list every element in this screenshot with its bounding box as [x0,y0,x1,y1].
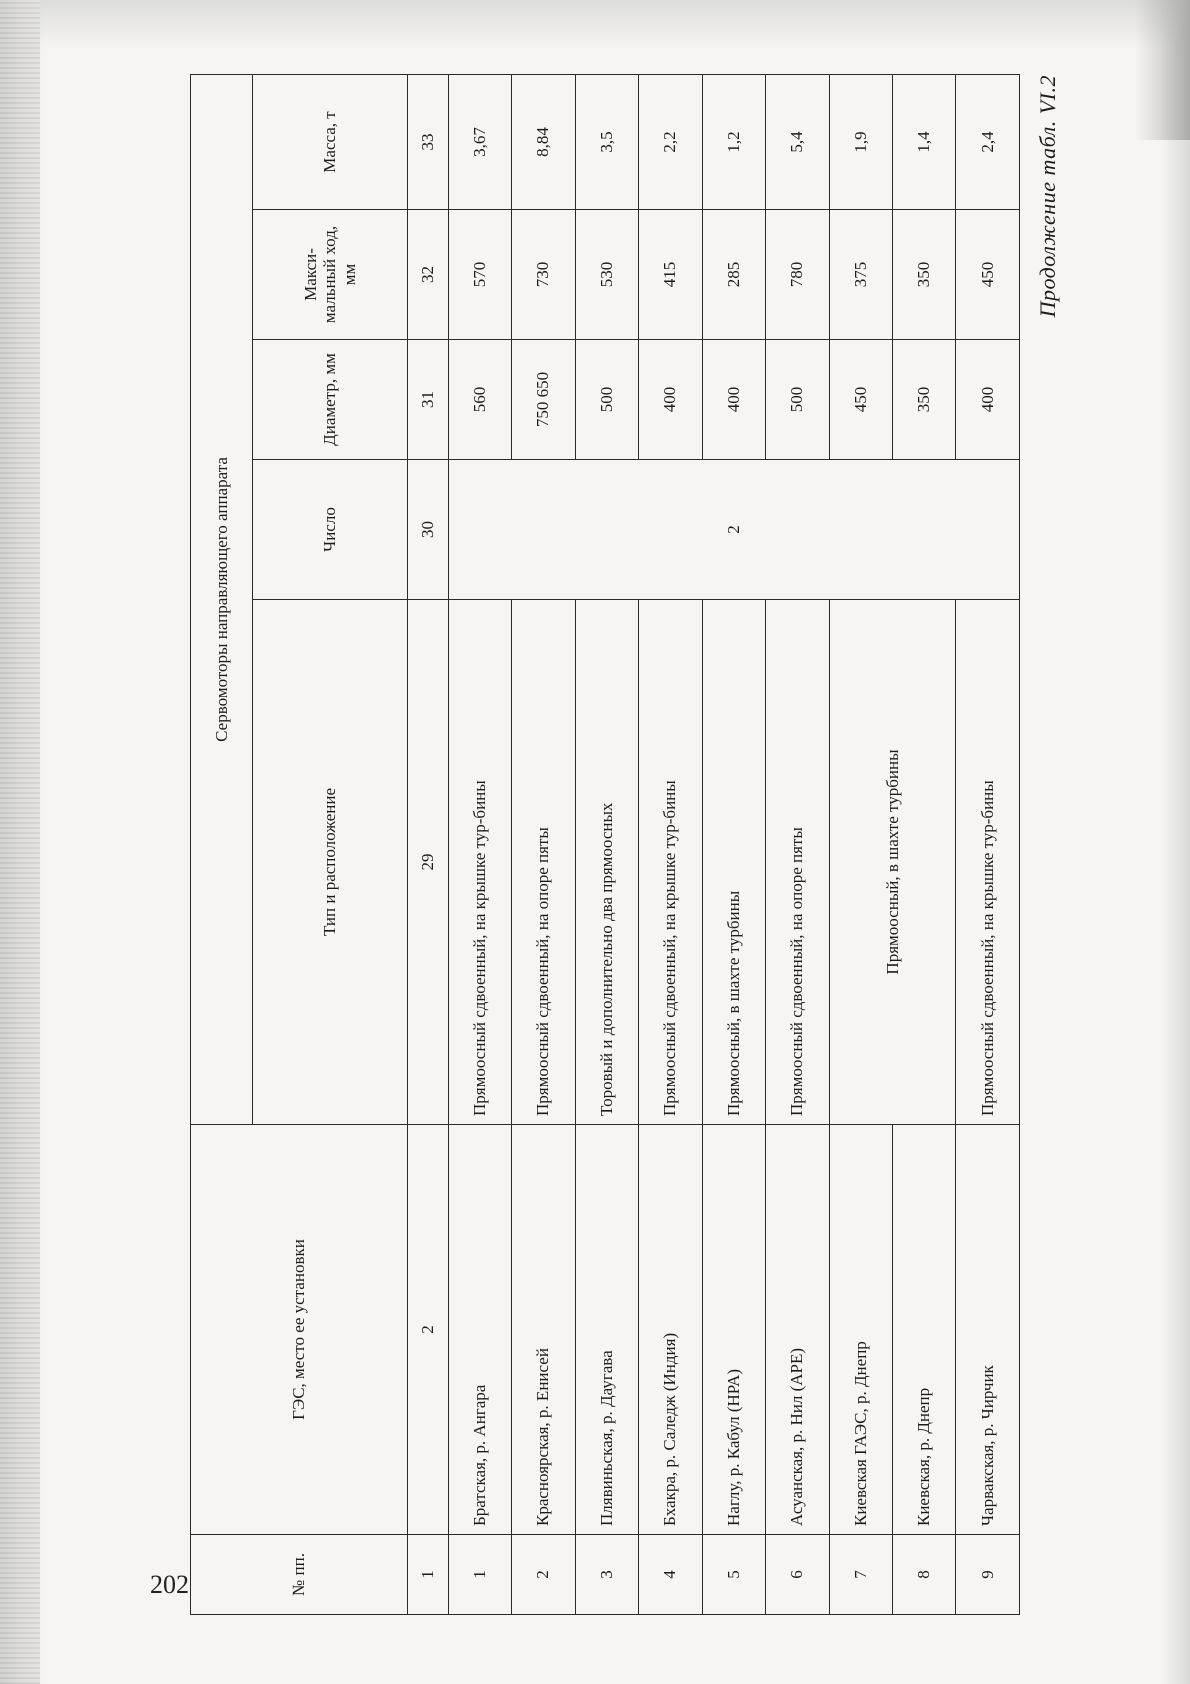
row-ges: Киевская, р. Днепр [893,1125,956,1535]
row-mass: 1,9 [829,74,892,209]
row-ges: Чарвакская, р. Чирчик [956,1125,1020,1535]
row-diameter: 450 [829,340,892,460]
row-ges: Братская, р. Ангара [448,1125,511,1535]
header-row-1 [191,74,253,1614]
row-no: 6 [766,1535,829,1615]
row-diameter: 500 [766,340,829,460]
row-diameter: 350 [893,340,956,460]
colnum-stroke: 32 [407,210,448,340]
col-header-stroke: Макси-мальный ход, мм [253,210,407,340]
row-type: Прямоосный сдвоенный, на крышке тур-бины [956,600,1020,1125]
row-mass: 2,4 [956,74,1020,209]
row-stroke: 570 [448,210,511,340]
table-row [512,74,575,1614]
col-header-ges: ГЭС, место ее установки [191,1125,408,1535]
row-stroke: 415 [639,210,702,340]
colnum-no: 1 [407,1535,448,1615]
colnum-type: 29 [407,600,448,1125]
row-stroke: 285 [702,210,765,340]
table-row [448,74,511,1614]
group-header-servomotors: Сервомоторы направляющего аппарата [191,74,253,1124]
row-diameter: 400 [956,340,1020,460]
scan-corner-shadow [1135,0,1190,140]
col-header-diameter: Диаметр, мм [253,340,407,460]
row-ges: Красноярская, р. Енисей [512,1125,575,1535]
row-no: 1 [448,1535,511,1615]
row-mass: 3,5 [575,74,638,209]
table-row [639,74,702,1614]
rotated-table-block [190,75,1090,1615]
row-no: 7 [829,1535,892,1615]
row-mass: 1,4 [893,74,956,209]
row-diameter: 560 [448,340,511,460]
row-no: 2 [512,1535,575,1615]
scan-binding-shadow [0,0,40,1684]
column-number-row [407,74,448,1614]
row-stroke: 780 [766,210,829,340]
row-stroke: 375 [829,210,892,340]
row-diameter: 400 [639,340,702,460]
row-type: Торовый и дополнительно два прямоосных [575,600,638,1125]
row-ges: Плявиньская, р. Даугава [575,1125,638,1535]
row-type: Прямоосный сдвоенный, на опоре пяты [766,600,829,1125]
row-stroke: 350 [893,210,956,340]
table-row [829,74,892,1614]
col-header-count: Число [253,460,407,600]
row-stroke: 530 [575,210,638,340]
row-ges: Асуанская, р. Нил (АРЕ) [766,1125,829,1535]
row-diameter: 500 [575,340,638,460]
table-row [766,74,829,1614]
row-diameter: 750 650 [512,340,575,460]
row-no: 3 [575,1535,638,1615]
row-no: 4 [639,1535,702,1615]
row-type: Прямоосный сдвоенный, на крышке тур-бины [448,600,511,1125]
page-number: 202 [150,1570,189,1599]
row-type: Прямоосный сдвоенный, на крышке тур-бины [639,600,702,1125]
servomotor-table [190,74,1020,1615]
row-mass: 1,2 [702,74,765,209]
col-header-type: Тип и расположение [253,600,407,1125]
colnum-count: 30 [407,460,448,600]
row-stroke: 730 [512,210,575,340]
row-no: 5 [702,1535,765,1615]
table-row [956,74,1020,1614]
row-mass: 2,2 [639,74,702,209]
row-no: 8 [893,1535,956,1615]
row-type-merged: Прямоосный, в шахте турбины [829,600,956,1125]
colnum-mass: 33 [407,74,448,209]
row-ges: Бхакра, р. Саледж (Индия) [639,1125,702,1535]
row-mass: 5,4 [766,74,829,209]
row-mass: 3,67 [448,74,511,209]
col-header-mass: Масса, т [253,74,407,209]
row-stroke: 450 [956,210,1020,340]
row-diameter: 400 [702,340,765,460]
row-ges: Киевская ГАЭС, р. Днепр [829,1125,892,1535]
scan-top-shadow [40,0,1190,50]
row-ges: Наглу, р. Кабул (НРА) [702,1125,765,1535]
row-type: Прямоосный, в шахте турбины [702,600,765,1125]
table-caption: Продолжение табл. VI.2 [1035,75,1060,318]
colnum-ges: 2 [407,1125,448,1535]
colnum-diameter: 31 [407,340,448,460]
col-header-no: № пп. [191,1535,408,1615]
row-no: 9 [956,1535,1020,1615]
row-mass: 8,84 [512,74,575,209]
row-count-merged: 2 [448,460,1019,600]
table-row [575,74,638,1614]
row-type: Прямоосный сдвоенный, на опоре пяты [512,600,575,1125]
table-row [702,74,765,1614]
